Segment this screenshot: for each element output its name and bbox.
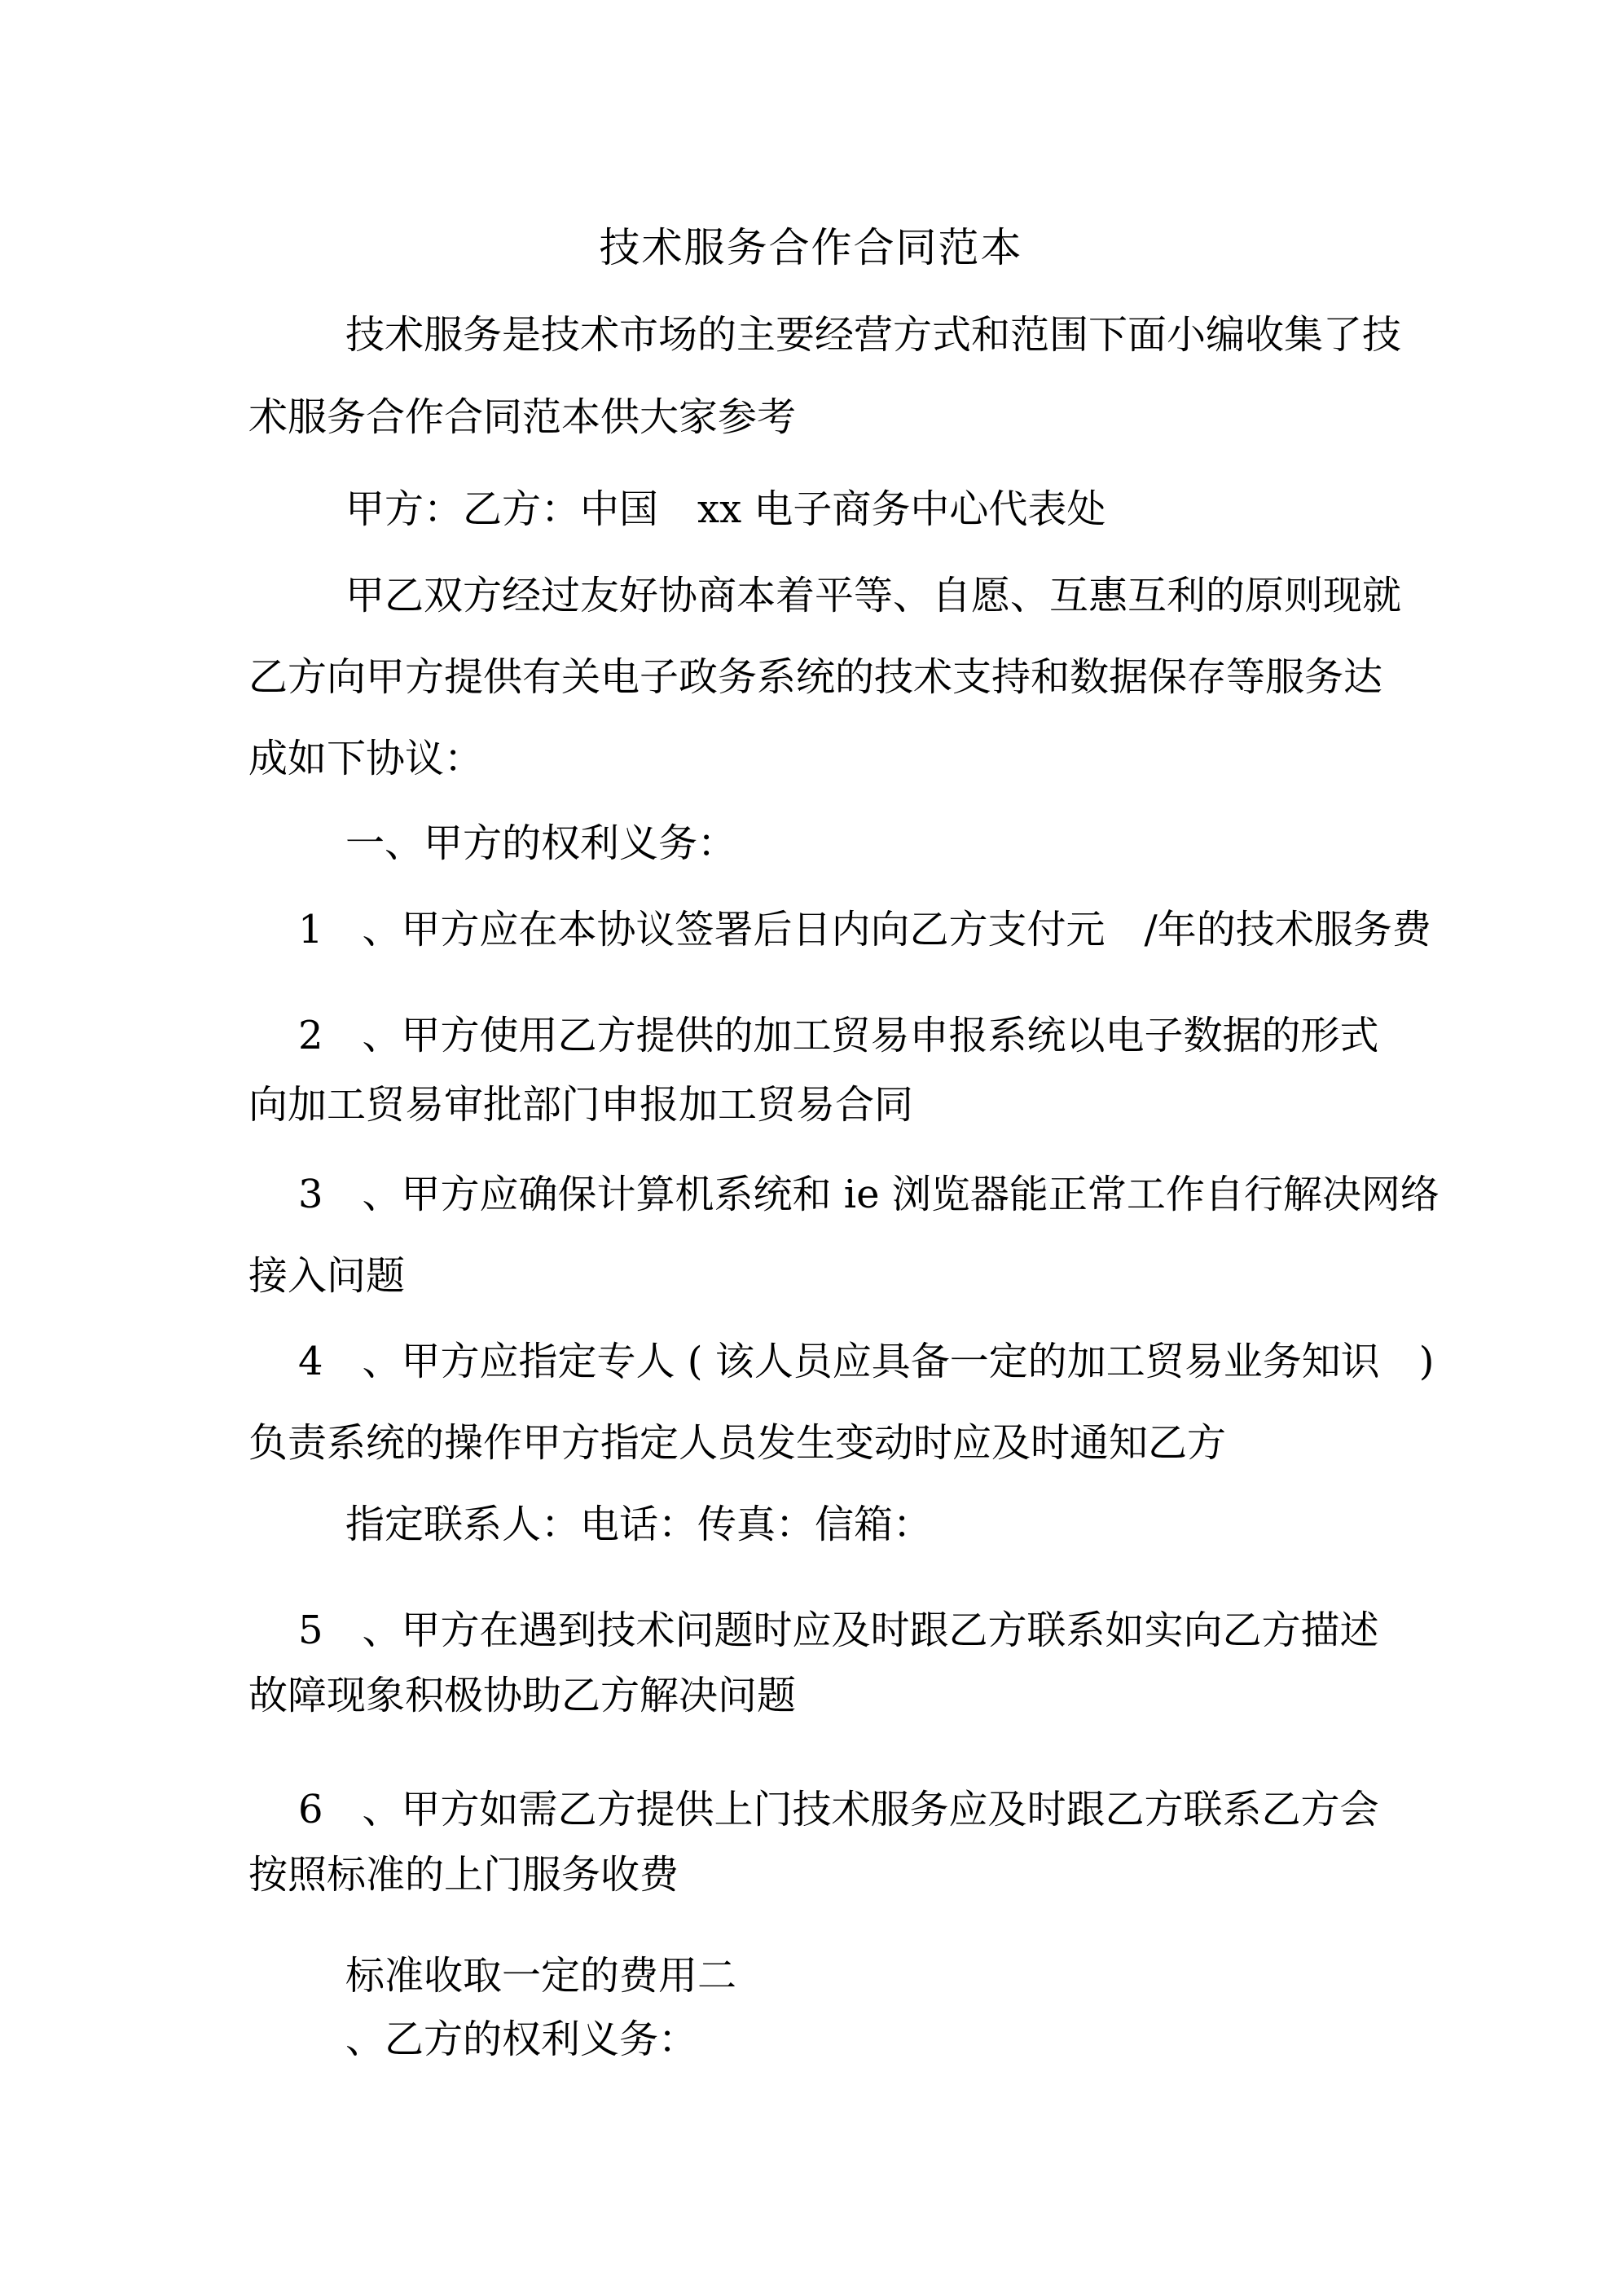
document-line: 5 、甲方在遇到技术问题时应及时跟乙方联系如实向乙方描述 — [298, 1608, 1379, 1653]
document-title: 技术服务合作合同范本 — [599, 224, 1023, 271]
document-line: 向加工贸易审批部门申报加工贸易合同 — [248, 1082, 914, 1128]
document-line: 4 、甲方应指定专人 ( 该人员应具备一定的加工贸易业务知识 ) — [298, 1339, 1435, 1384]
document-line: 指定联系人：电话：传真：信箱： — [345, 1502, 933, 1547]
document-line: 技术服务是技术市场的主要经营方式和范围下面小编收集了技 — [345, 312, 1402, 358]
document-line: 6 、甲方如需乙方提供上门技术服务应及时跟乙方联系乙方会 — [298, 1787, 1379, 1832]
document-line: 甲方：乙方：中国 xx 电子商务中心代表处 — [345, 486, 1106, 532]
document-line: 成如下协议： — [248, 736, 484, 781]
document-line: 1 、甲方应在本协议签署后日内向乙方支付元 /年的技术服务费 — [298, 907, 1431, 952]
document-line: 按照标准的上门服务收费 — [248, 1852, 679, 1898]
document-line: 一、甲方的权利义务： — [345, 820, 737, 866]
document-line: 接入问题 — [248, 1253, 406, 1299]
document-line: 乙方向甲方提供有关电子政务系统的技术支持和数据保存等服务达 — [248, 654, 1383, 700]
document-line: 术服务合作合同范本供大家参考 — [248, 394, 797, 440]
document-line: 3 、甲方应确保计算机系统和 ie 浏览器能正常工作自行解决网络 — [298, 1172, 1440, 1217]
document-line: 负责系统的操作甲方指定人员发生变动时应及时通知乙方 — [248, 1420, 1227, 1466]
document-line: 、乙方的权利义务： — [345, 2017, 698, 2062]
document-line: 标准收取一定的费用二 — [345, 1953, 737, 1999]
document-line: 甲乙双方经过友好协商本着平等、自愿、互惠互利的原则现就 — [345, 573, 1402, 618]
document-line: 2 、甲方使用乙方提供的加工贸易申报系统以电子数据的形式 — [298, 1013, 1379, 1058]
document-line: 故障现象积极协助乙方解决问题 — [248, 1673, 797, 1718]
